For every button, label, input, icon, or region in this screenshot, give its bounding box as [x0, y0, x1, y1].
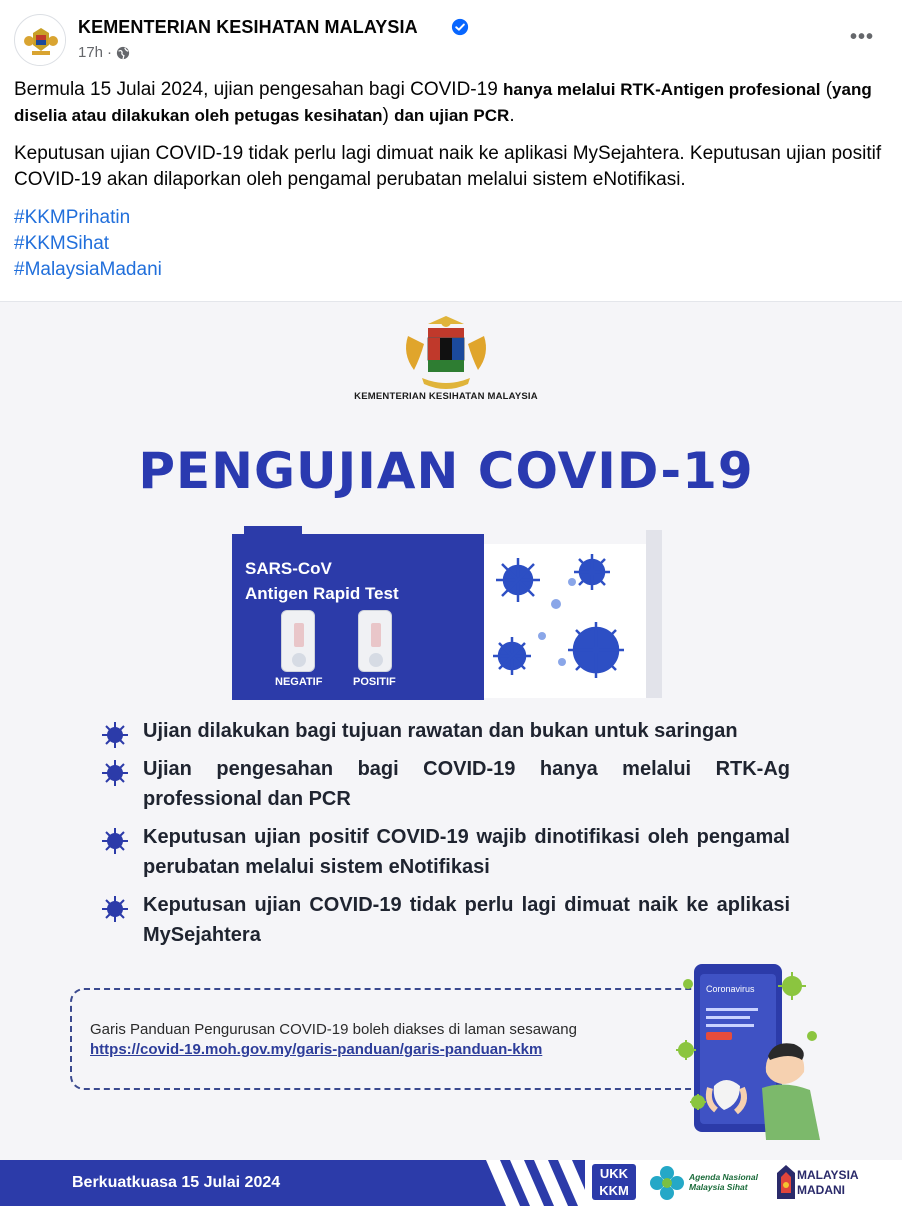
sample-well	[369, 653, 383, 667]
kit-title	[245, 556, 399, 606]
p1-mid2: )	[382, 105, 395, 126]
p1-bold-supervised: yang diselia atau dilakukan oleh petugas kesihatan	[14, 80, 872, 125]
guideline-box	[70, 988, 720, 1090]
negative-label: NEGATIF	[275, 676, 323, 688]
footer-stripes	[486, 1160, 596, 1206]
p1-start: Bermula 15 Julai 2024, ujian pengesahan bagi COVID-19	[14, 79, 504, 100]
ukk-kkm-logo	[592, 1164, 636, 1200]
agenda-line2: Malaysia Sihat	[689, 1182, 748, 1192]
flower-icon	[647, 1163, 687, 1203]
bullet-text: Keputusan ujian COVID-19 tidak perlu lagi dimuat naik ke aplikasi MySejahtera	[143, 894, 790, 946]
phone-label: Coronavirus	[706, 984, 755, 994]
bullet-list	[100, 716, 790, 958]
government-crest-icon	[398, 314, 494, 396]
p1-end: .	[509, 105, 515, 126]
guideline-text: Garis Panduan Pengurusan COVID-19 boleh diakses di laman sesawang	[90, 1021, 577, 1038]
infographic-headline: PENGUJIAN COVID-19	[138, 442, 754, 500]
kit-side	[646, 530, 662, 698]
verified-badge-icon	[451, 18, 469, 36]
p1-bold-pcr: dan ujian PCR	[394, 106, 510, 125]
more-options-icon[interactable]: •••	[849, 26, 874, 48]
hashtag-link[interactable]: #KKMSihat	[14, 233, 110, 254]
result-window	[371, 623, 381, 647]
effective-date: Berkuatkuasa 15 Julai 2024	[72, 1174, 281, 1191]
meta-separator: ·	[107, 44, 113, 61]
page-name-link[interactable]: KEMENTERIAN KESIHATAN MALAYSIA	[78, 17, 418, 37]
virus-bullet-icon	[100, 894, 130, 924]
bullet-text: Keputusan ujian positif COVID-19 wajib dinotifikasi oleh pengamal perubatan melalui sistem eNotifikasi	[143, 826, 790, 878]
madani-text	[797, 1168, 859, 1198]
post-meta	[78, 44, 130, 61]
bullet-text: Ujian pengesahan bagi COVID-19 hanya melalui RTK-Ag professional dan PCR	[143, 758, 790, 810]
virus-illustration	[484, 544, 646, 698]
negative-cassette	[281, 610, 315, 672]
post-body	[14, 77, 884, 283]
sample-well	[292, 653, 306, 667]
virus-bullet-icon	[100, 826, 130, 856]
positive-label: POSITIF	[353, 676, 396, 688]
hashtag-link[interactable]: #MalaysiaMadani	[14, 259, 162, 280]
p1-bold-rtk: hanya melalui RTK-Antigen profesional	[503, 80, 821, 99]
bullet-text: Ujian dilakukan bagi tujuan rawatan dan bukan untuk saringan	[143, 720, 738, 742]
kit-title-line2: Antigen Rapid Test	[245, 584, 399, 603]
ukk-line2: KKM	[599, 1183, 629, 1198]
post-paragraph-1	[14, 77, 884, 129]
p1-mid: (	[820, 79, 833, 100]
partner-logos	[585, 1160, 902, 1206]
bullet-item	[100, 890, 790, 950]
post-timestamp[interactable]: 17h	[78, 44, 104, 61]
agenda-text	[689, 1172, 758, 1192]
post-header	[14, 12, 888, 68]
virus-bullet-icon	[100, 720, 130, 750]
kit-title-line1: SARS-CoV	[245, 559, 332, 578]
guideline-text-block	[90, 1020, 577, 1060]
guideline-link[interactable]: https://covid-19.moh.gov.my/garis-panduan/garis-panduan-kkm	[90, 1041, 543, 1058]
bullet-item	[100, 822, 790, 882]
agenda-nasional-logo	[647, 1163, 765, 1203]
virus-bullet-icon	[100, 758, 130, 788]
result-window	[294, 623, 304, 647]
ukk-line1: UKK	[599, 1166, 629, 1181]
madani-line2: MADANI	[797, 1183, 845, 1197]
madani-line1: MALAYSIA	[797, 1168, 859, 1182]
agenda-line1: Agenda Nasional	[689, 1172, 758, 1182]
footer-band	[0, 1160, 902, 1206]
hashtag-link[interactable]: #KKMPrihatin	[14, 207, 131, 228]
page-avatar[interactable]	[14, 14, 66, 66]
malaysia-madani-logo	[775, 1163, 899, 1203]
globe-icon[interactable]	[116, 46, 130, 60]
bullet-item	[100, 716, 790, 746]
phone-person-illustration	[670, 960, 830, 1140]
ministry-label: KEMENTERIAN KESIHATAN MALAYSIA	[354, 391, 538, 402]
madani-mark-icon	[775, 1163, 797, 1201]
positive-cassette	[358, 610, 392, 672]
bullet-item	[100, 754, 790, 814]
post-image[interactable]	[0, 302, 902, 1206]
post-paragraph-2: Keputusan ujian COVID-19 tidak perlu lagi dimuat naik ke aplikasi MySejahtera. Keputusan ujian positif COVID-19 akan dilaporkan oleh pengamal perubatan melalui sistem eNotifikasi.	[14, 143, 882, 190]
test-kit-illustration	[232, 526, 662, 700]
